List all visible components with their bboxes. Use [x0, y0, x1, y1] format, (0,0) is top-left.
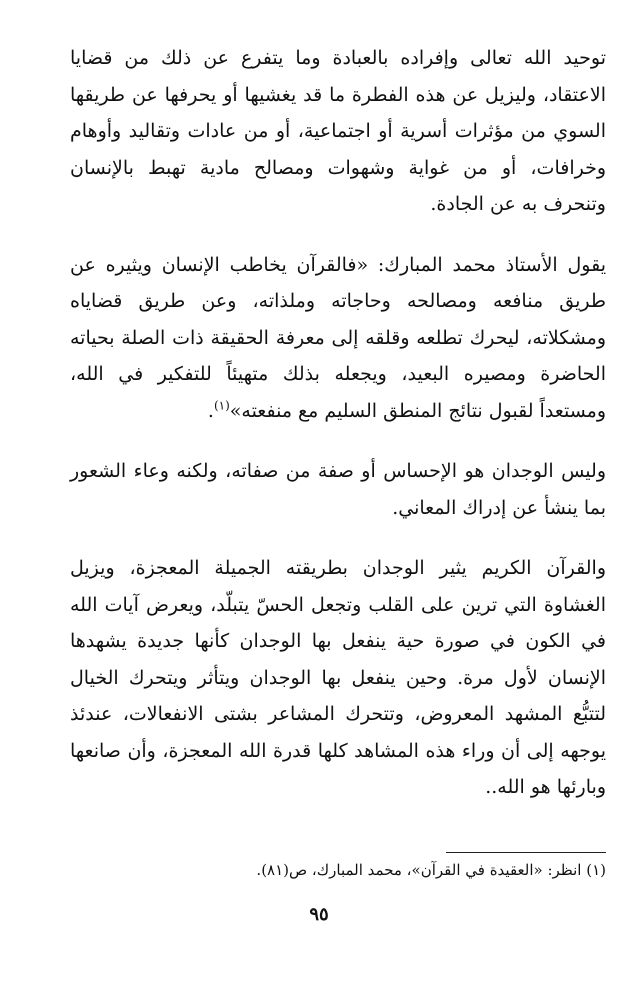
paragraph-2-text: يقول الأستاذ محمد المبارك: «فالقرآن يخاطب الإنسان ويثيره عن طريق منافعه ومصالحه وحاجاته وملذاته، وعن طريق قضاياه ومشكلاته، ليحرك تطلعه وقلقه إلى معرفة الحقيقة ذات الصلة بحياته الحاضرة ومصيره البعيد، ويجعله بذلك متهيئاً للتفكير في الله، ومستعداً لقبول نتائج المنطق السليم مع منفعته» [70, 253, 606, 422]
paragraph-1: توحيد الله تعالى وإفراده بالعبادة وما يتفرع عن ذلك من قضايا الاعتقاد، وليزيل عن هذه الفطرة ما قد يغشيها أو يحرفها عن طريقها السوي من مؤثرات أسرية أو اجتماعية، أو من عادات وتقاليد وأوهام وخرافات، أو من غواية وشهوات ومصالح مادية تهبط بالإنسان وتنحرف به عن الجادة. [70, 47, 606, 215]
footnote [70, 858, 606, 882]
paragraph-4: والقرآن الكريم يثير الوجدان بطريقته الجميلة المعجزة، ويزيل الغشاوة التي ترين على القلب وتجعل الحسّ يتبلّد، ويعرض آيات الله في الكون في صورة حية ينفعل بها الوجدان كأنها جديدة يشهدها الإنسان لأول مرة. وحين ينفعل بها الوجدان ويتأثر ويتحرك الخيال لتتبُّع المشهد المعروض، وتتحرك المشاعر بشتى الانفعالات، عندئذ يوجهه إلى أن وراء هذه المشاهد كلها قدرة الله المعجزة، وأن صانعها وبارئها هو الله.. [70, 557, 606, 798]
paragraph-3: وليس الوجدان هو الإحساس أو صفة من صفاته، ولكنه وعاء الشعور بما ينشأ عن إدراك المعاني. [70, 460, 606, 519]
paragraph-2-tail: . [207, 399, 214, 422]
footnote-text: انظر: «العقيدة في القرآن»، محمد المبارك، ص(٨١). [256, 861, 582, 879]
main-text [70, 40, 606, 830]
footnote-divider [446, 852, 606, 853]
footnote-reference[interactable]: (١) [213, 398, 230, 413]
page-number: ٩٥ [309, 904, 329, 925]
footnote-marker: (١) [586, 861, 606, 879]
paragraph-2 [70, 247, 606, 430]
